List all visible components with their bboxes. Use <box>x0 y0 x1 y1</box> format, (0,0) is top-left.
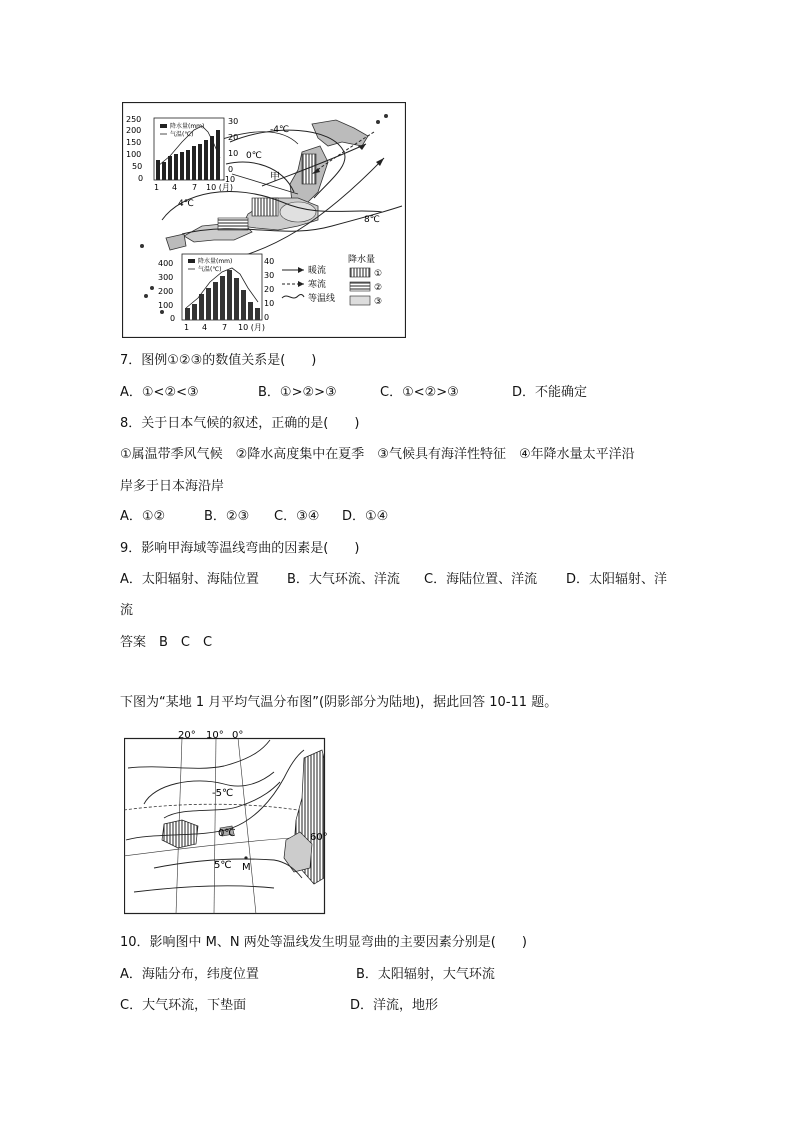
isotherm-map-figure <box>124 728 336 916</box>
precip-bar <box>180 152 184 180</box>
question-10-option-a: A．海陆分布，纬度位置 <box>120 967 259 982</box>
y-tick-label: 40 <box>264 257 275 266</box>
legend-precip-label: 降水量(mm) <box>198 258 233 265</box>
precip-zone-1 <box>302 154 316 184</box>
y-tick-label: 20 <box>228 133 239 142</box>
x-tick-label: 10 (月) <box>238 323 265 332</box>
y-tick-label: 150 <box>126 138 142 147</box>
y-tick-label: 200 <box>158 287 174 296</box>
legend-precip-1-swatch <box>350 268 370 277</box>
temp-label: 5℃ <box>214 860 232 871</box>
precip-bar <box>162 162 166 180</box>
x-tick-label: 7 <box>192 183 198 192</box>
y-tick-label: 50 <box>132 162 143 171</box>
island-dot <box>160 310 164 314</box>
temp-label: 0℃ <box>218 828 236 839</box>
legend-swatch-precip <box>160 124 167 128</box>
y-tick-label: 10 <box>264 299 275 308</box>
isotherm-label: 4℃ <box>178 199 194 209</box>
isotherm-label: 0℃ <box>246 151 262 161</box>
island-dot <box>144 294 148 298</box>
x-tick-label: 7 <box>222 323 228 332</box>
question-7-option-a: A．①<②<③ <box>120 385 199 400</box>
y-tick-label: 100 <box>158 301 174 310</box>
legend-warm-label: 暖流 <box>308 266 327 276</box>
y-tick-label: 30 <box>264 271 275 280</box>
isotherm-label: -4℃ <box>270 125 290 135</box>
precip-zone-3 <box>280 202 316 222</box>
legend-precip-3-swatch <box>350 296 370 305</box>
precip-bar <box>216 130 220 180</box>
legend-swatch-precip <box>188 259 195 263</box>
question-8-items-line1: ①属温带季风气候 ②降水高度集中在夏季 ③气候具有海洋性特征 ④年降水量太平洋沿 <box>120 447 635 462</box>
question-9-option-d-continued: 流 <box>120 603 134 618</box>
question-9-stem: 9．影响甲海域等温线弯曲的因素是( ) <box>120 541 360 556</box>
question-9-option-b: B．大气环流、洋流 <box>287 572 400 587</box>
legend-cold-label: 寒流 <box>308 280 327 290</box>
isotherm-map <box>124 728 336 916</box>
question-7-option-b: B．①>②>③ <box>258 385 337 400</box>
question-8-stem: 8．关于日本气候的叙述，正确的是( ) <box>120 416 360 431</box>
latitude-label: 60° <box>310 832 328 843</box>
legend-isotherm-label: 等温线 <box>308 294 336 304</box>
precip-bar <box>174 154 178 180</box>
y-tick-label: 250 <box>126 115 142 124</box>
point-m-marker <box>244 856 247 859</box>
precip-zone-2 <box>218 218 248 230</box>
japan-climate-figure <box>122 102 406 338</box>
y-tick-label: 200 <box>126 126 142 135</box>
precip-bar <box>192 304 197 320</box>
question-10-option-b: B．太阳辐射，大气环流 <box>356 967 495 982</box>
precip-bar <box>248 302 253 320</box>
island-dot <box>384 114 388 118</box>
precip-bar <box>255 308 260 320</box>
question-9-option-d: D．太阳辐射、洋 <box>566 572 668 587</box>
longitude-label: 20° <box>178 730 196 741</box>
y-tick-label: 0 <box>170 314 176 323</box>
precip-bar <box>192 146 196 180</box>
precip-bar <box>198 144 202 180</box>
y-tick-label: 20 <box>264 285 275 294</box>
question-8-option-a: A．①② <box>120 509 166 524</box>
question-8-items-line2: 岸多于日本海沿岸 <box>120 479 225 494</box>
y-tick-label: 300 <box>158 273 174 282</box>
legend-temp-label: 气温(℃) <box>170 131 194 138</box>
isotherm-label: 8℃ <box>364 215 380 225</box>
legend-precip-1-label: ① <box>374 269 383 279</box>
precip-bar <box>213 282 218 320</box>
question-8-option-c: C．③④ <box>274 509 320 524</box>
precip-bar <box>156 160 160 180</box>
question-8-option-d: D．①④ <box>342 509 389 524</box>
question-10-option-d: D．洋流，地形 <box>350 998 439 1013</box>
precip-zone-1 <box>252 198 278 216</box>
legend-precip-3-label: ③ <box>374 297 383 307</box>
y-tick-label: 0 <box>228 165 234 174</box>
question-7-stem: 7．图例①②③的数值关系是( ) <box>120 353 317 368</box>
precip-bar <box>227 270 232 320</box>
precip-bar <box>186 150 190 180</box>
legend-precip-title: 降水量 <box>348 255 376 265</box>
precip-bar <box>220 276 225 320</box>
precip-bar <box>185 308 190 320</box>
island-dot <box>140 244 144 248</box>
precip-bar <box>234 278 239 320</box>
x-tick-label: 4 <box>172 183 178 192</box>
question-7-option-d: D．不能确定 <box>512 385 588 400</box>
question-9-option-c: C．海陆位置、洋流 <box>424 572 538 587</box>
y-tick-label: -10 <box>222 175 236 184</box>
question-8-option-b: B．②③ <box>204 509 250 524</box>
y-tick-label: 0 <box>264 313 270 322</box>
y-tick-label: 30 <box>228 117 239 126</box>
place-label-jia: 甲 <box>270 172 280 183</box>
point-m-label: M <box>242 862 251 873</box>
x-tick-label: 1 <box>154 183 160 192</box>
precip-bar <box>204 140 208 180</box>
precip-bar <box>241 290 246 320</box>
question-10-stem: 10．影响图中 M、N 两处等温线发生明显弯曲的主要因素分别是( ) <box>120 935 527 950</box>
japan-climate-map <box>122 102 406 338</box>
x-tick-label: 4 <box>202 323 208 332</box>
x-tick-label: 10 (月) <box>206 183 233 192</box>
y-tick-label: 0 <box>138 174 144 183</box>
legend-precip-2-swatch <box>350 282 370 291</box>
legend-temp-label: 气温(℃) <box>198 266 222 273</box>
temp-label: -5℃ <box>212 788 234 799</box>
y-tick-label: 10 <box>228 149 239 158</box>
precip-bar <box>199 294 204 320</box>
figure-2-intro: 下图为“某地 1 月平均气温分布图”(阴影部分为陆地)，据此回答 10-11 题。 <box>120 695 558 710</box>
legend-precip-label: 降水量(mm) <box>170 123 205 130</box>
x-tick-label: 1 <box>184 323 190 332</box>
island-dot <box>150 286 154 290</box>
y-tick-label: 400 <box>158 259 174 268</box>
question-10-option-c: C．大气环流，下垫面 <box>120 998 247 1013</box>
answer-line: 答案 B C C <box>120 635 213 650</box>
y-tick-label: 100 <box>126 150 142 159</box>
question-7-option-c: C．①<②>③ <box>380 385 459 400</box>
question-9-option-a: A．太阳辐射、海陆位置 <box>120 572 259 587</box>
legend-precip-2-label: ② <box>374 283 383 293</box>
island-dot <box>376 120 380 124</box>
precip-bar <box>168 156 172 180</box>
precip-bar <box>206 288 211 320</box>
longitude-label: 0° <box>232 730 244 741</box>
longitude-label: 10° <box>206 730 224 741</box>
